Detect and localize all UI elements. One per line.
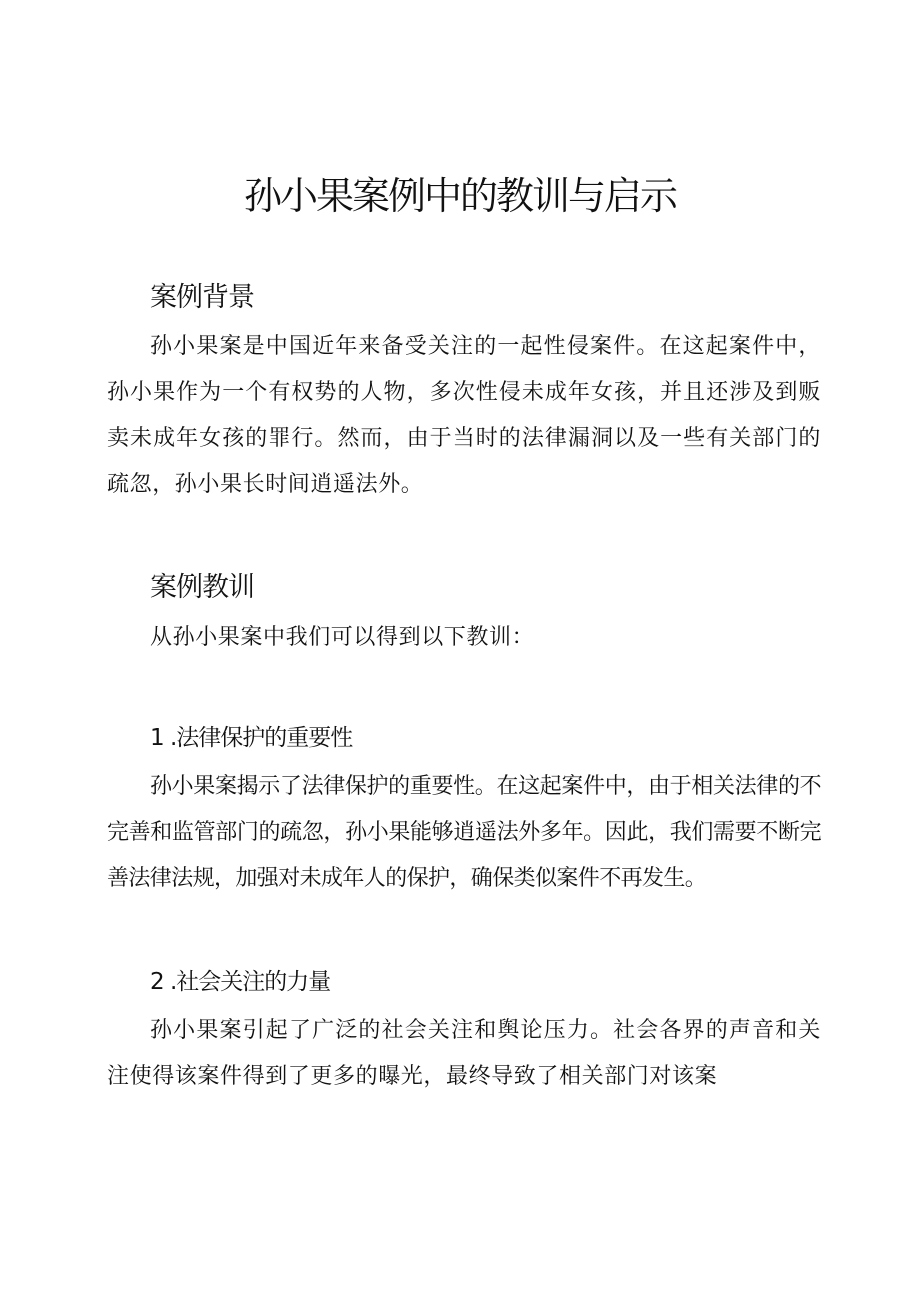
lesson-1-paragraph: 孙小果案揭示了法律保护的重要性。在这起案件中，由于相关法律的不完善和监管部门的疏忽，孙小果能够逍遥法外多年。因此，我们需要不断完善法律法规，加强对未成年人的保护，确保类似案件不再发生。 [107, 774, 821, 891]
lessons-intro: 从孙小果案中我们可以得到以下教训： [150, 625, 535, 650]
section-paragraph-background: 孙小果案是中国近年来备受关注的一起性侵案件。在这起案件中，孙小果作为一个有权势的人物，多次性侵未成年女孩，并且还涉及到贩卖未成年女孩的罪行。然而，由于当时的法律漏洞以及一些有关部门的疏忽，孙小果长时间逍遥法外。 [107, 334, 821, 497]
document-title: 孙小果案例中的教训与启示 [243, 174, 676, 218]
lesson-2-paragraph: 孙小果案引起了广泛的社会关注和舆论压力。社会各界的声音和关注使得该案件得到了更多的曝光，最终导致了相关部门对该案 [107, 1018, 821, 1089]
lesson-1-heading: 1 .法律保护的重要性 [150, 725, 353, 751]
lesson-2-heading: 2 .社会关注的力量 [150, 969, 331, 995]
section-heading-background: 案例背景 [150, 282, 254, 313]
section-heading-lessons: 案例教训 [150, 572, 254, 603]
